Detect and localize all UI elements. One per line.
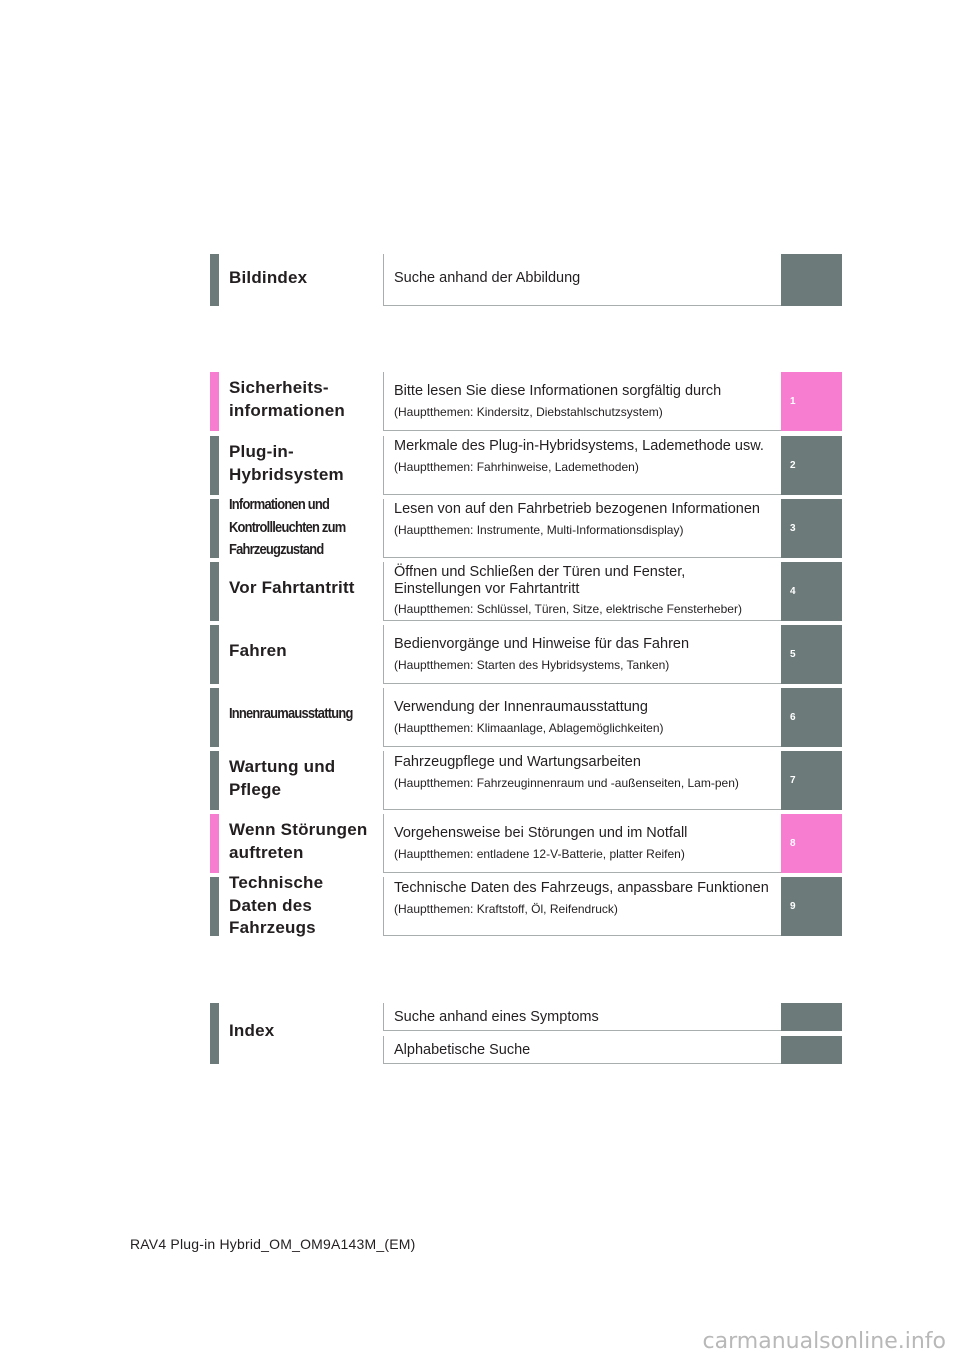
chapter-bar <box>210 688 219 747</box>
chapter-description <box>383 499 781 558</box>
title-line: Hybridsystem <box>229 464 344 484</box>
description-main: Öffnen und Schließen der Türen und Fenster, Einstellungen vor Fahrtantritt <box>394 564 686 597</box>
index-tab-alphabetic[interactable] <box>781 1036 842 1064</box>
section-tab[interactable] <box>781 254 842 306</box>
title-line: Fahrzeugs <box>229 918 316 937</box>
chapter-bar <box>210 372 219 431</box>
chapter-title <box>229 577 355 600</box>
title-line: Fahrzeugzustand <box>229 541 324 558</box>
description-main: Bitte lesen Sie diese Informationen sorgfältig durch <box>394 383 722 399</box>
title-line: Pflege <box>229 779 282 799</box>
chapter-title <box>229 640 287 663</box>
index-tab-symptom[interactable] <box>781 1003 842 1031</box>
chapter-tab-6[interactable]: 6 <box>781 688 842 747</box>
description-sub: (Hauptthemen: entladene 12-V-Batterie, platter Reifen) <box>394 846 685 861</box>
title-line: Innenraumausstattung <box>229 705 353 722</box>
index-item <box>383 1036 781 1064</box>
chapter-tab-5[interactable]: 5 <box>781 625 842 684</box>
title-line: Fahren <box>229 641 287 660</box>
index-title: Index <box>229 1021 275 1040</box>
description-sub: (Hauptthemen: Fahrhinweise, Lademethoden) <box>394 459 639 474</box>
chapter-title <box>229 441 344 486</box>
title-line: Technische <box>229 873 324 892</box>
section-title: Bildindex <box>229 268 308 287</box>
chapter-tab-4[interactable]: 4 <box>781 562 842 621</box>
chapter-tab-1[interactable]: 1 <box>781 372 842 431</box>
description-main: Merkmale des Plug-in-Hybridsystems, Lademethode usw. <box>394 438 764 454</box>
chapter-description <box>383 625 781 684</box>
title-line: informationen <box>229 400 345 420</box>
chapter-row-3[interactable] <box>210 496 842 558</box>
description-sub: (Hauptthemen: Instrumente, Multi-Informationsdisplay) <box>394 522 684 537</box>
description-main: Technische Daten des Fahrzeugs, anpassbare Funktionen <box>394 880 769 896</box>
description-sub: (Hauptthemen: Fahrzeuginnenraum und -außenseiten, Lam-pen) <box>394 775 739 790</box>
chapter-bar <box>210 625 219 684</box>
chapter-title <box>229 756 335 801</box>
index-item-label: Suche anhand eines Symptoms <box>394 1009 599 1025</box>
description-sub: (Hauptthemen: Kraftstoff, Öl, Reifendruck) <box>394 901 618 916</box>
description-main: Lesen von auf den Fahrbetrieb bezogenen Informationen <box>394 501 760 517</box>
chapter-tab-7[interactable]: 7 <box>781 751 842 810</box>
title-line: Wartung und <box>229 757 336 776</box>
chapter-bar <box>210 877 219 936</box>
chapter-tab-8[interactable]: 8 <box>781 814 842 873</box>
chapter-row-4[interactable] <box>210 562 842 621</box>
description-sub: (Hauptthemen: Schlüssel, Türen, Sitze, elektrische Fensterheber) <box>394 602 742 616</box>
chapter-description <box>383 372 781 431</box>
chapter-row-6[interactable] <box>210 688 842 747</box>
chapter-title <box>229 819 367 864</box>
chapter-title <box>229 703 353 726</box>
chapter-title <box>229 872 323 940</box>
section-description <box>383 254 781 306</box>
chapter-bar <box>210 814 219 873</box>
title-line: Sicherheits- <box>229 378 329 397</box>
chapter-title <box>229 494 345 562</box>
watermark-text: carmanualsonline.info <box>702 1329 946 1354</box>
chapter-bar <box>210 562 219 621</box>
description-sub: (Hauptthemen: Starten des Hybridsystems, Tanken) <box>394 657 670 672</box>
chapter-description <box>383 814 781 873</box>
title-line: Informationen und <box>229 496 330 513</box>
chapter-row-5[interactable] <box>210 625 842 684</box>
title-line: Kontrollleuchten zum <box>229 518 346 536</box>
chapter-description <box>383 877 781 936</box>
chapter-bar <box>210 751 219 810</box>
index-row-alphabetic[interactable] <box>210 1036 842 1064</box>
chapter-title <box>229 377 345 422</box>
chapter-tab-3[interactable]: 3 <box>781 499 842 558</box>
description-main: Fahrzeugpflege und Wartungsarbeiten <box>394 754 641 770</box>
title-line: Vor Fahrtantritt <box>229 578 355 597</box>
chapter-row-2[interactable] <box>210 436 842 495</box>
title-line: Wenn Störungen <box>229 820 368 839</box>
chapter-bar <box>210 499 219 558</box>
title-line: auftreten <box>229 842 304 862</box>
chapter-description <box>383 688 781 747</box>
index-item-label: Alphabetische Suche <box>394 1042 531 1058</box>
description-sub: (Hauptthemen: Kindersitz, Diebstahlschutzsystem) <box>394 404 663 419</box>
description-main: Bedienvorgänge und Hinweise für das Fahren <box>394 636 690 652</box>
chapter-row-9[interactable] <box>210 873 842 937</box>
chapter-row-7[interactable] <box>210 751 842 810</box>
description-main: Suche anhand der Abbildung <box>394 270 581 286</box>
chapter-description <box>383 436 781 495</box>
description-main: Vorgehensweise bei Störungen und im Notfall <box>394 825 688 841</box>
chapter-bar <box>210 436 219 495</box>
index-item <box>383 1003 781 1031</box>
chapter-row-8[interactable] <box>210 814 842 873</box>
chapter-description <box>383 751 781 810</box>
chapter-tab-2[interactable]: 2 <box>781 436 842 495</box>
bildindex-row[interactable] <box>210 254 842 306</box>
chapter-row-1[interactable] <box>210 372 842 431</box>
title-line: Daten des <box>229 895 313 915</box>
description-main: Verwendung der Innenraumausstattung <box>394 699 648 715</box>
title-line: Plug-in- <box>229 442 294 461</box>
chapter-tab-9[interactable]: 9 <box>781 877 842 936</box>
section-bar <box>210 254 219 306</box>
index-row-symptom[interactable] <box>210 1003 842 1031</box>
description-sub: (Hauptthemen: Klimaanlage, Ablagemöglichkeiten) <box>394 720 664 735</box>
page-footer: RAV4 Plug-in Hybrid_OM_OM9A143M_(EM) <box>130 1236 416 1252</box>
chapter-description <box>383 562 781 621</box>
